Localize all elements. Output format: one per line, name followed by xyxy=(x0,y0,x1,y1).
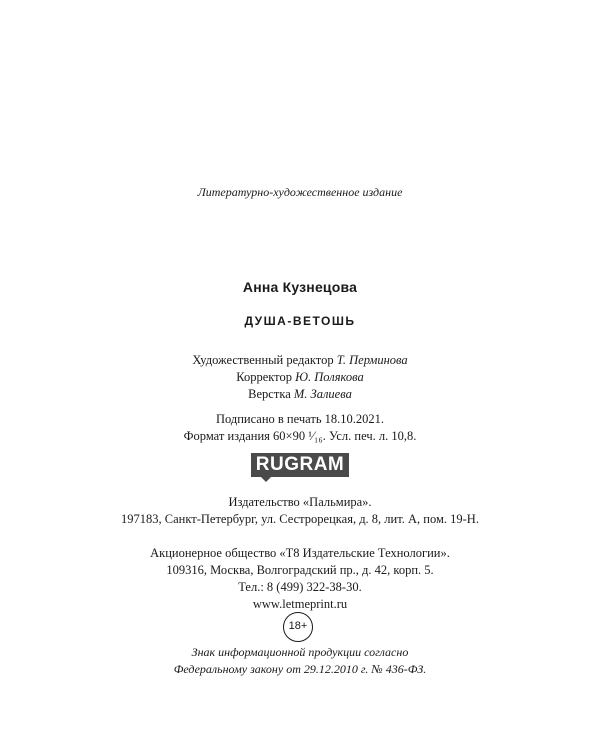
publisher-logo-text: RUGRAM xyxy=(251,453,349,477)
publisher-address: 197183, Санкт-Петербург, ул. Сестрорецкая, д. 8, лит. А, пом. 19-Н. xyxy=(121,512,479,526)
book-title: ДУША-ВЕТОШЬ xyxy=(244,314,356,328)
publisher-logo xyxy=(251,453,349,481)
printer-name: Акционерное общество «T8 Издательские Технологии». xyxy=(150,546,450,560)
credit-role: Художественный редактор xyxy=(192,353,337,367)
credit-role: Верстка xyxy=(248,387,294,401)
edition-type: Литературно-художественное издание xyxy=(197,185,403,199)
age-note-line-2: Федеральному закону от 29.12.2010 г. № 436-ФЗ. xyxy=(173,662,427,676)
credit-person: М. Залиева xyxy=(293,387,352,401)
print-format: Формат издания 60×90 ¹⁄₁₆. Усл. печ. л. 10,8. xyxy=(183,429,417,443)
printer-phone: Тел.: 8 (499) 322-38-30. xyxy=(238,580,362,594)
logo-notch-shape xyxy=(261,477,271,482)
publisher-name: Издательство «Пальмира». xyxy=(228,495,372,509)
age-rating-badge: 18+ xyxy=(283,612,313,642)
credit-layout xyxy=(0,386,600,403)
printer-address: 109316, Москва, Волгоградский пр., д. 42, корп. 5. xyxy=(166,563,434,577)
credits-block xyxy=(0,352,600,403)
credit-person: Т. Перминова xyxy=(336,353,408,367)
credit-role: Корректор xyxy=(236,370,296,384)
credit-art-editor xyxy=(0,352,600,369)
printer-website: www.letmeprint.ru xyxy=(252,597,348,611)
age-note-line-1: Знак информационной продукции согласно xyxy=(191,645,409,659)
credit-person: Ю. Полякова xyxy=(295,370,364,384)
book-author: Анна Кузнецова xyxy=(242,279,358,295)
credit-proofreader xyxy=(0,369,600,386)
print-signed-date: Подписано в печать 18.10.2021. xyxy=(215,412,385,426)
